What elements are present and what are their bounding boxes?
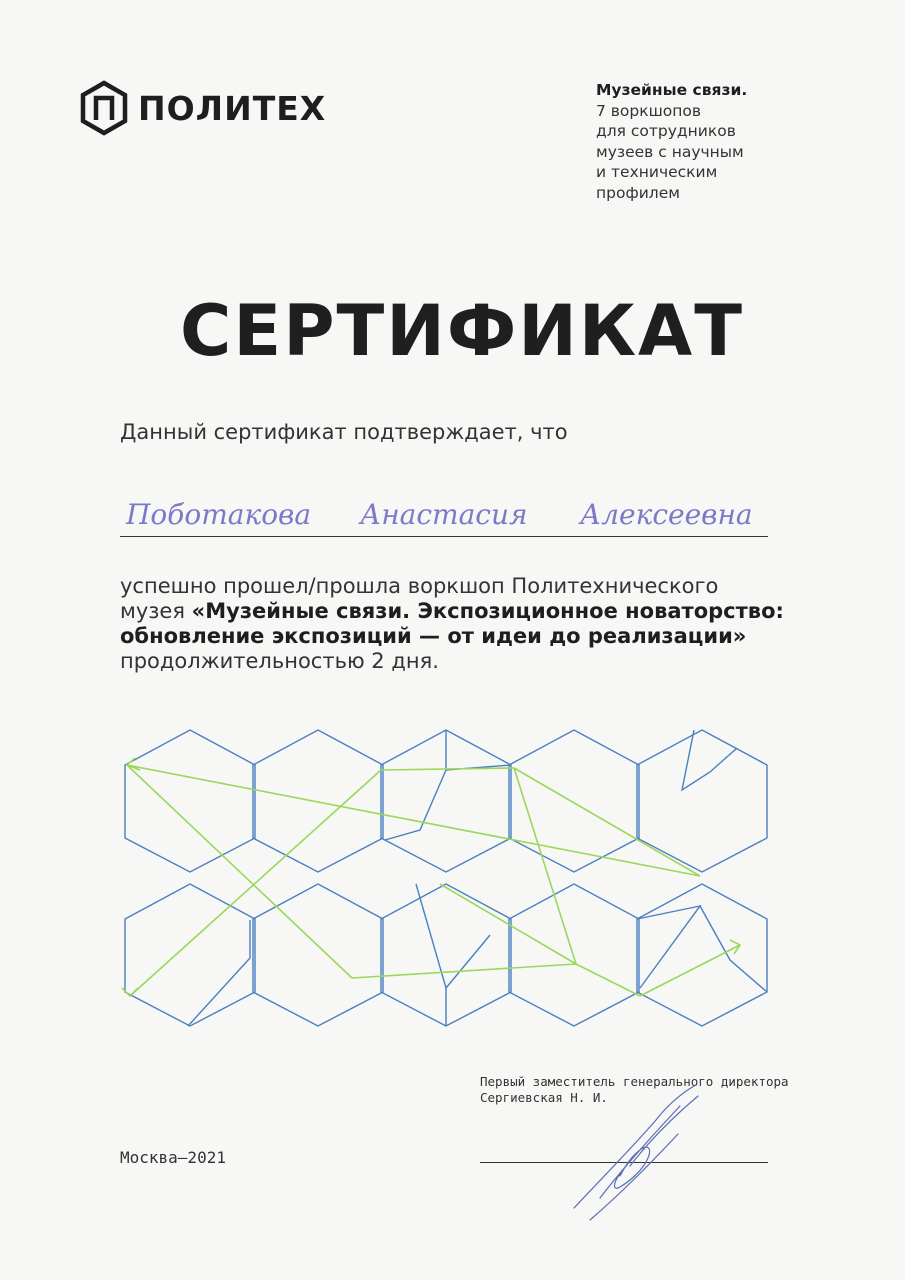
program-info — [596, 80, 836, 203]
logo — [80, 80, 326, 136]
program-line: и техническим — [596, 163, 718, 181]
completion-text — [120, 574, 820, 674]
program-line: профилем — [596, 183, 680, 202]
confirm-text: Данный сертификат подтверждает, что — [120, 420, 568, 444]
signatory-position: Первый заместитель генерального директора — [480, 1074, 789, 1089]
program-title: Музейные связи. — [596, 81, 748, 99]
program-line: музеев с научным — [596, 142, 744, 161]
workshop-title-cont: обновление экспозиций — от идеи до реализации» — [120, 624, 747, 648]
hexagon-pattern — [110, 720, 780, 1040]
recipient-last-name: Поботакова — [126, 498, 312, 531]
politech-hexagon-logo-icon — [80, 80, 128, 136]
recipient-first-name: Анастасия — [360, 498, 528, 531]
handwritten-signature — [560, 1080, 720, 1230]
logo-text: ПОЛИТЕХ — [138, 88, 327, 128]
completion-line — [120, 624, 820, 649]
signatory-name: Сергиевская Н. И. — [480, 1090, 608, 1105]
completion-prefix: музея — [120, 599, 192, 623]
certificate-title: СЕРТИФИКАТ — [180, 290, 744, 372]
completion-line: продолжительностью 2 дня. — [120, 649, 439, 673]
connector-lines — [122, 758, 740, 996]
program-line: для сотрудников — [596, 122, 736, 140]
city-year: Москва–2021 — [120, 1148, 226, 1167]
recipient-middle-name: Алексеевна — [580, 498, 753, 531]
name-underline — [120, 536, 768, 537]
completion-line: успешно прошел/прошла воркшоп Политехнического — [120, 574, 719, 598]
workshop-title: «Музейные связи. Экспозиционное новаторство: — [191, 599, 784, 623]
hexagon-grid — [125, 730, 767, 1026]
completion-line — [120, 599, 820, 624]
program-line: 7 воркшопов — [596, 101, 702, 120]
